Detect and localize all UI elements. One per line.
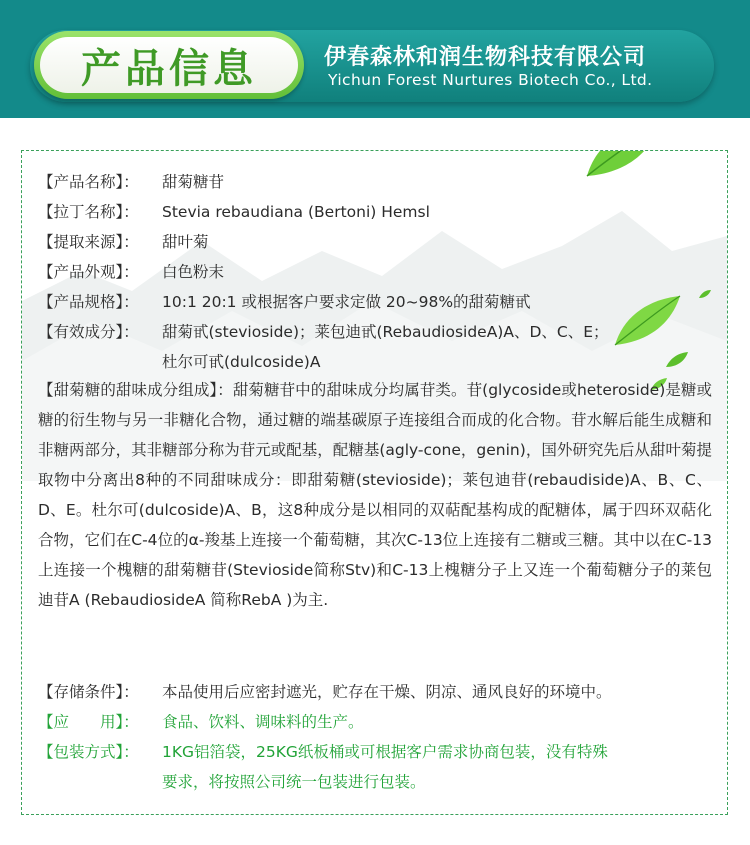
info-value: 甜菊糖苷 [162, 173, 225, 191]
title-pill-inner [40, 37, 298, 93]
info-label: 【存储条件】： [38, 683, 139, 701]
company-name-cn: 伊春森林和润生物科技有限公司 [324, 45, 647, 70]
page-title: 产品信息 [81, 45, 257, 92]
info-label: 【产品外观】： [38, 263, 139, 281]
info-value: 食品、饮料、调味料的生产。 [162, 713, 364, 731]
composition-text: 甜菊糖苷中的甜味成分均属苷类。苷(glycoside或heteroside)是糖或糖的衍生物与另一非糖化合物，通过糖的端基碳原子连接组合而成的化合物。苷水解后能生成糖和非糖两部分，其非糖部分称为苷元或配基，配糖基(agly-cone，genin)，国外研究先后从甜叶菊提取物中分离出8种的不同甜味成分：即甜菊糖(stevioside)；莱包迪苷(rebaudiside)A、B、C、D、E。杜尔可(dulcoside)A、B，这8种成分是以相同的双萜配基构成的配糖体，属于四环双萜化合物，它们在C-4位的α-羧基上连接一个葡萄糖，其次C-13位上连接有二糖或三糖。其中以在C-13上连接一个槐糖的甜菊糖苷(Stevioside简称Stv)和C-13上槐糖分子上又连一个葡萄糖分子的莱包迪苷A (RebaudiosideA 简称RebA )为主. [38, 381, 712, 609]
product-info-content [22, 151, 727, 814]
info-row-latin-name [38, 197, 430, 227]
info-label: 【产品规格】： [38, 293, 139, 311]
info-row-spec [38, 287, 531, 317]
page-header [0, 0, 750, 118]
composition-label: 【甜菊糖的甜味成分组成】： [38, 381, 233, 399]
info-label: 【拉丁名称】： [38, 203, 139, 221]
info-row-packaging [38, 737, 608, 767]
info-label: 【包装方式】： [38, 743, 139, 761]
info-row-storage [38, 677, 612, 707]
info-label: 【有效成分】： [38, 323, 139, 341]
info-label: 【提取来源】： [38, 233, 139, 251]
info-value: 杜尔可甙(dulcoside)A [162, 353, 321, 371]
info-row-usage [38, 707, 364, 737]
info-value: 甜菊甙(stevioside)；莱包迪甙(RebaudiosideA)A、D、C、E； [162, 323, 609, 341]
info-value: 要求，将按照公司统一包装进行包装。 [162, 773, 426, 791]
info-label: 【产品名称】： [38, 173, 139, 191]
info-value: Stevia rebaudiana (Bertoni) Hemsl [162, 203, 430, 221]
info-row-packaging-cont [38, 767, 426, 797]
info-row-active-cont [38, 347, 321, 377]
title-pill [34, 31, 304, 99]
product-info-box [21, 150, 728, 815]
composition-paragraph [38, 375, 712, 615]
company-name-en: Yichun Forest Nurtures Biotech Co., Ltd. [328, 71, 653, 89]
info-value: 甜叶菊 [162, 233, 209, 251]
info-row-source [38, 227, 209, 257]
info-value: 1KG铝箔袋，25KG纸板桶或可根据客户需求协商包装，没有特殊 [162, 743, 608, 761]
info-row-active [38, 317, 609, 347]
info-value: 白色粉末 [162, 263, 225, 281]
info-label: 【应 用】： [38, 713, 139, 731]
info-row-appearance [38, 257, 225, 287]
info-row-product-name [38, 167, 225, 197]
info-value: 10:1 20:1 或根据客户要求定做 20~98%的甜菊糖甙 [162, 293, 531, 311]
info-value: 本品使用后应密封遮光，贮存在干燥、阴凉、通风良好的环境中。 [162, 683, 612, 701]
